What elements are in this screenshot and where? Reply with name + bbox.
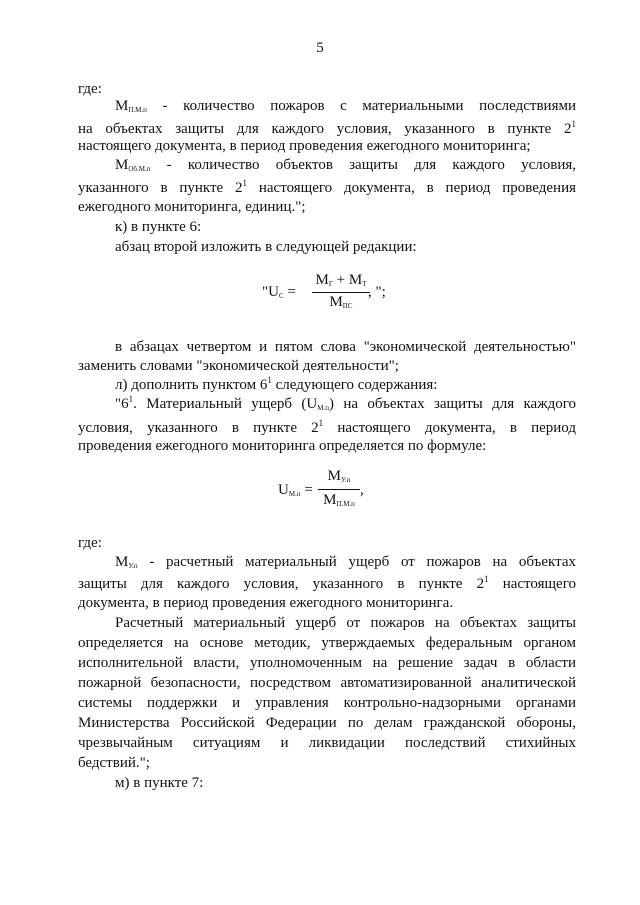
text-line: заменить словами "экономической деятельности";	[78, 358, 399, 374]
text-line: чрезвычайным ситуациям и ликвидации последствий стихийных	[78, 735, 576, 751]
text-line: настоящего документа, в период проведения ежегодного мониторинга;	[78, 138, 531, 154]
text-line: пожарной безопасности, посредством автоматизированной аналитической	[78, 675, 576, 691]
text-span: - количество объектов защиты для каждого условия,	[150, 157, 576, 173]
text-span: - количество пожаров с материальными последствиями	[146, 98, 576, 114]
text-line	[115, 156, 576, 179]
symbol: M	[115, 157, 129, 173]
text-line: системы поддержки и управления контрольно-надзорными органами	[78, 695, 576, 711]
text-line: защиты для каждого условия, указанного в пункте $2^1$ настоящего	[78, 574, 576, 592]
text-line	[115, 97, 576, 120]
text-span: на объектах защиты для каждого условия, указанного в пункте 2	[78, 121, 572, 137]
text-line: к) в пункте 6:	[115, 219, 202, 235]
text-line: где:	[78, 535, 102, 551]
denominator: $M_{П.М.п}$	[323, 492, 355, 508]
text-line: Расчетный материальный ущерб от пожаров на объектах защиты	[115, 615, 576, 631]
text-line: определяется на основе методик, утверждаемых федеральным органом	[78, 635, 576, 651]
text-line	[78, 179, 576, 198]
superscript: 1	[242, 178, 248, 188]
text-line: Министерства Российской Федерации по делам гражданской обороны,	[78, 715, 576, 731]
fraction-bar	[318, 489, 360, 490]
text-line: абзац второй изложить в следующей редакции:	[115, 239, 417, 255]
denominator: $M_{ПС}$	[329, 294, 353, 310]
page-number: 5	[316, 40, 324, 56]
symbol: M	[115, 98, 129, 114]
text-span: указанного в пункте 2	[78, 180, 243, 196]
text-line: где:	[78, 81, 102, 97]
fraction-bar	[312, 292, 370, 293]
superscript: 1	[571, 119, 576, 129]
text-line: условия, указанного в пункте $2^1$ настоящего документа, в период	[78, 418, 576, 436]
text-line: бедствий.";	[78, 755, 150, 771]
text-line: ежегодного мониторинга, единиц.";	[78, 199, 306, 215]
numerator: $M_Г + M_Т$	[315, 272, 367, 288]
text-line: в абзацах четвертом и пятом слова "экономической деятельностью"	[115, 339, 576, 355]
subscript: Об.М.п	[128, 165, 151, 173]
text-line: м) в пункте 7:	[115, 775, 204, 791]
text-line: $M_{У.п}$ - расчетный материальный ущерб от пожаров на объектах	[115, 554, 576, 570]
numerator: $M_{У.п}$	[327, 468, 351, 484]
text-line: л) дополнить пунктом $6^1$ следующего содержания:	[115, 375, 438, 393]
text-span: настоящего документа, в период проведения	[247, 180, 577, 196]
text-line: "$6^1$. Материальный ущерб $(U_{М.п})$ на объектах защиты для каждого	[115, 394, 576, 412]
subscript: П.М.п	[128, 106, 147, 114]
text-line: документа, в период проведения ежегодного мониторинга.	[78, 595, 454, 611]
text-line: проведения ежегодного мониторинга определяется по формуле:	[78, 438, 487, 454]
text-line: исполнительной власти, уполномоченным на решение задач в области	[78, 655, 576, 671]
